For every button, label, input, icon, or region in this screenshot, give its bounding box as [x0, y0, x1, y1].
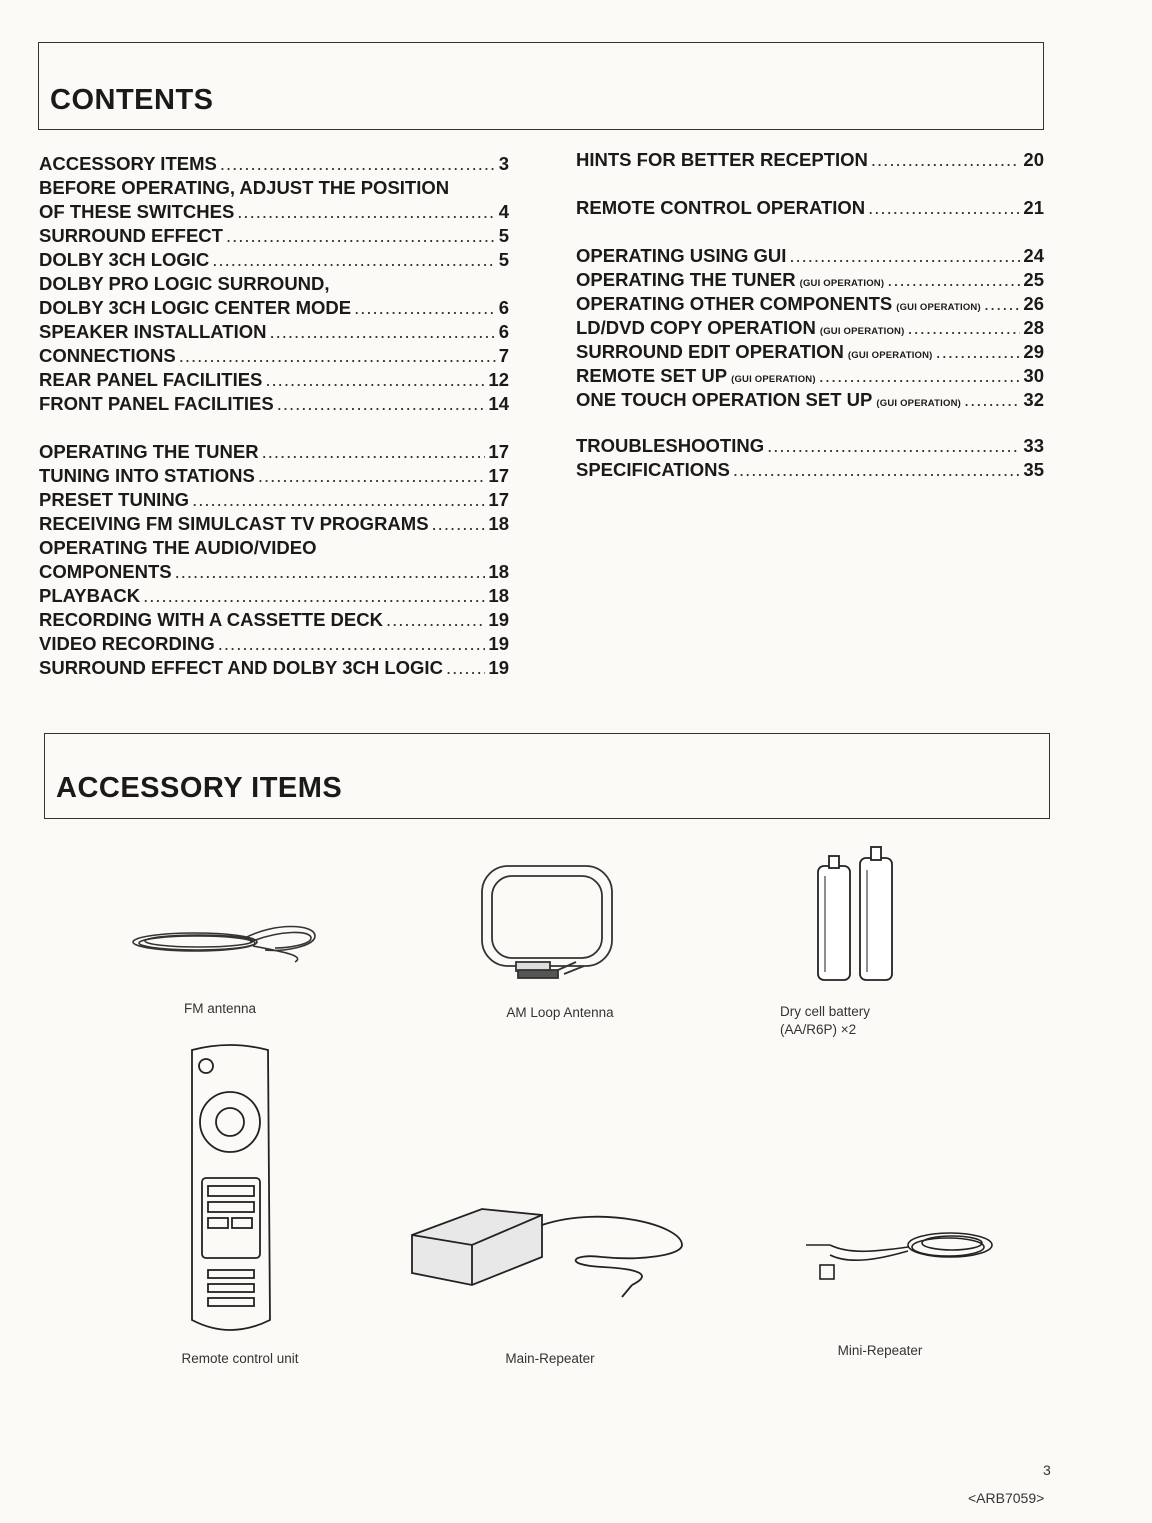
toc-entry	[39, 440, 509, 464]
toc-entry-page: 17	[488, 441, 509, 462]
toc-line	[39, 440, 509, 464]
toc-entry-title: LD/DVD COPY OPERATION	[576, 317, 816, 338]
am-loop-antenna-caption: AM Loop Antenna	[506, 1005, 614, 1020]
toc-entry-page: 35	[1023, 459, 1044, 480]
toc-entry-gui-tag: (GUI OPERATION)	[847, 350, 933, 361]
fm-antenna-caption: FM antenna	[183, 1001, 257, 1016]
am-loop-antenna-icon	[474, 858, 624, 988]
toc-entry-title: SURROUND EFFECT	[39, 225, 223, 246]
toc-entry-title: REMOTE SET UP	[576, 365, 728, 386]
toc-line	[39, 272, 509, 296]
toc-leader-dots	[446, 656, 485, 680]
toc-entry	[39, 608, 509, 632]
battery-caption-line2: (AA/R6P) ×2	[780, 1022, 857, 1037]
toc-entry-title: OPERATING OTHER COMPONENTS	[576, 293, 893, 314]
toc-leader-dots	[868, 196, 1020, 220]
toc-entry-title: DOLBY PRO LOGIC SURROUND,	[39, 273, 330, 294]
toc-entry-page: 3	[498, 153, 509, 174]
toc-entry-page: 29	[1023, 341, 1044, 362]
toc-line	[576, 364, 1044, 388]
toc-leader-dots	[432, 512, 486, 536]
toc-line	[39, 368, 509, 392]
toc-line	[39, 584, 509, 608]
toc-entry-gui-tag: (GUI OPERATION)	[799, 278, 885, 289]
toc-leader-dots	[277, 392, 486, 416]
toc-entry	[39, 272, 509, 320]
toc-entry-title: OF THESE SWITCHES	[39, 201, 235, 222]
toc-leader-dots	[212, 248, 495, 272]
toc-line	[39, 152, 509, 176]
mini-repeater-caption: Mini-Repeater	[837, 1343, 923, 1358]
toc-line	[576, 268, 1044, 292]
toc-line	[576, 458, 1044, 482]
toc-line	[39, 392, 509, 416]
toc-leader-dots	[733, 458, 1021, 482]
toc-left-column	[39, 0, 509, 700]
toc-entry-page: 19	[488, 609, 509, 630]
toc-entry-title: BEFORE OPERATING, ADJUST THE POSITION	[39, 177, 450, 198]
toc-entry	[39, 176, 509, 224]
toc-entry-title: ONE TOUCH OPERATION SET UP	[576, 389, 873, 410]
toc-entry	[576, 148, 1044, 172]
toc-entry-page: 24	[1023, 245, 1044, 266]
toc-line	[39, 344, 509, 368]
toc-leader-dots	[767, 434, 1020, 458]
toc-line	[39, 464, 509, 488]
toc-leader-dots	[175, 560, 486, 584]
toc-entry-page: 6	[498, 321, 509, 342]
toc-line	[39, 296, 509, 320]
toc-line	[39, 656, 509, 680]
toc-leader-dots	[871, 148, 1021, 172]
toc-leader-dots	[964, 388, 1020, 412]
toc-entry-title: OPERATING THE TUNER	[39, 441, 259, 462]
toc-entry-page: 19	[488, 657, 509, 678]
toc-entry	[39, 488, 509, 512]
toc-entry	[576, 434, 1044, 458]
toc-entry	[39, 512, 509, 536]
toc-entry-page: 30	[1023, 365, 1044, 386]
toc-line	[576, 148, 1044, 172]
toc-entry-title: DOLBY 3CH LOGIC	[39, 249, 210, 270]
toc-entry-title: COMPONENTS	[39, 561, 172, 582]
toc-entry-page: 14	[488, 393, 509, 414]
toc-entry	[39, 344, 509, 368]
toc-line	[39, 608, 509, 632]
toc-entry-gui-tag: (GUI OPERATION)	[819, 326, 905, 337]
toc-leader-dots	[789, 244, 1020, 268]
toc-entry-page: 12	[488, 369, 509, 390]
battery-caption-line1: Dry cell battery	[780, 1004, 871, 1019]
toc-entry-title: HINTS FOR BETTER RECEPTION	[576, 149, 868, 170]
toc-leader-dots	[192, 488, 485, 512]
toc-entry	[576, 458, 1044, 482]
toc-line	[39, 224, 509, 248]
accessory-title: ACCESSORY ITEMS	[56, 772, 343, 804]
toc-entry-page: 5	[498, 225, 509, 246]
toc-entry	[576, 292, 1044, 316]
toc-entry-gui-tag: (GUI OPERATION)	[876, 398, 962, 409]
toc-entry-title: RECORDING WITH A CASSETTE DECK	[39, 609, 383, 630]
remote-control-icon	[180, 1040, 280, 1340]
toc-entry-title: CONNECTIONS	[39, 345, 176, 366]
main-repeater-caption: Main-Repeater	[505, 1351, 595, 1366]
toc-line	[576, 244, 1044, 268]
toc-entry-page: 28	[1023, 317, 1044, 338]
toc-entry-title: PLAYBACK	[39, 585, 141, 606]
toc-entry	[39, 536, 509, 584]
toc-leader-dots	[218, 632, 486, 656]
toc-leader-dots	[220, 152, 496, 176]
toc-entry-page: 32	[1023, 389, 1044, 410]
toc-line	[39, 560, 509, 584]
toc-entry-page: 18	[488, 513, 509, 534]
toc-line	[576, 340, 1044, 364]
toc-entry-page: 17	[488, 489, 509, 510]
toc-entry-page: 17	[488, 465, 509, 486]
toc-line	[39, 488, 509, 512]
toc-entry	[576, 244, 1044, 268]
toc-leader-dots	[143, 584, 485, 608]
toc-entry	[39, 392, 509, 416]
toc-entry-gui-tag: (GUI OPERATION)	[731, 374, 816, 385]
battery-icon	[808, 842, 908, 984]
toc-entry-title: VIDEO RECORDING	[39, 633, 215, 654]
toc-entry	[39, 464, 509, 488]
toc-entry-title: REMOTE CONTROL OPERATION	[576, 197, 866, 218]
toc-entry-page: 19	[488, 633, 509, 654]
toc-entry-title: PRESET TUNING	[39, 489, 190, 510]
toc-leader-dots	[984, 292, 1021, 316]
battery-caption	[780, 1003, 950, 1039]
toc-entry-page: 20	[1023, 149, 1044, 170]
toc-line	[576, 434, 1044, 458]
contents-title: CONTENTS	[50, 84, 214, 116]
toc-leader-dots	[354, 296, 496, 320]
toc-entry	[576, 388, 1044, 412]
toc-entry-title: SPECIFICATIONS	[576, 459, 730, 480]
toc-entry	[39, 320, 509, 344]
toc-entry	[39, 656, 509, 680]
toc-entry-title: SURROUND EDIT OPERATION	[576, 341, 844, 362]
toc-line	[39, 200, 509, 224]
toc-line	[39, 536, 509, 560]
toc-entry-page: 4	[498, 201, 509, 222]
toc-leader-dots	[179, 344, 496, 368]
toc-leader-dots	[237, 200, 495, 224]
toc-entry-page: 33	[1023, 435, 1044, 456]
toc-leader-dots	[887, 268, 1020, 292]
toc-leader-dots	[936, 340, 1021, 364]
toc-entry-page: 7	[498, 345, 509, 366]
toc-entry-gui-tag: (GUI OPERATION)	[896, 302, 981, 313]
fm-antenna-icon	[125, 912, 325, 972]
toc-entry-page: 26	[1023, 293, 1044, 314]
toc-line	[39, 512, 509, 536]
toc-entry	[576, 316, 1044, 340]
toc-line	[576, 292, 1044, 316]
toc-entry	[576, 364, 1044, 388]
toc-entry-title: RECEIVING FM SIMULCAST TV PROGRAMS	[39, 513, 429, 534]
toc-line	[39, 632, 509, 656]
toc-entry	[576, 340, 1044, 364]
toc-entry-title: TROUBLESHOOTING	[576, 435, 765, 456]
toc-entry	[39, 248, 509, 272]
toc-entry-title: TUNING INTO STATIONS	[39, 465, 255, 486]
toc-entry	[576, 268, 1044, 292]
toc-entry	[39, 368, 509, 392]
toc-entry-title: DOLBY 3CH LOGIC CENTER MODE	[39, 297, 352, 318]
toc-entry-title: OPERATING THE AUDIO/VIDEO	[39, 537, 317, 558]
toc-entry	[39, 152, 509, 176]
toc-entry	[39, 224, 509, 248]
toc-leader-dots	[269, 320, 495, 344]
page-number: 3	[1043, 1462, 1051, 1478]
toc-entry-title: SPEAKER INSTALLATION	[39, 321, 267, 342]
toc-entry-title: ACCESSORY ITEMS	[39, 153, 217, 174]
toc-leader-dots	[262, 440, 486, 464]
toc-entry-title: OPERATING USING GUI	[576, 245, 787, 266]
toc-leader-dots	[386, 608, 485, 632]
toc-line	[576, 316, 1044, 340]
toc-line	[39, 176, 509, 200]
toc-entry-title: REAR PANEL FACILITIES	[39, 369, 263, 390]
toc-leader-dots	[907, 316, 1020, 340]
toc-entry-page: 5	[498, 249, 509, 270]
toc-entry-page: 6	[498, 297, 509, 318]
toc-entry-title: FRONT PANEL FACILITIES	[39, 393, 274, 414]
toc-line	[39, 320, 509, 344]
toc-entry-page: 21	[1023, 197, 1044, 218]
toc-entry-title: SURROUND EFFECT AND DOLBY 3CH LOGIC	[39, 657, 443, 678]
toc-entry-title: OPERATING THE TUNER	[576, 269, 796, 290]
toc-entry-page: 18	[488, 585, 509, 606]
toc-line	[576, 196, 1044, 220]
toc-leader-dots	[265, 368, 485, 392]
mini-repeater-icon	[800, 1215, 1000, 1295]
toc-entry	[39, 632, 509, 656]
toc-leader-dots	[819, 364, 1021, 388]
toc-line	[39, 248, 509, 272]
document-code: <ARB7059>	[968, 1490, 1045, 1506]
remote-control-caption: Remote control unit	[181, 1351, 299, 1366]
main-repeater-icon	[402, 1195, 702, 1305]
toc-leader-dots	[226, 224, 496, 248]
toc-right-column	[576, 0, 1044, 500]
toc-entry	[39, 584, 509, 608]
toc-leader-dots	[258, 464, 486, 488]
toc-entry-page: 18	[488, 561, 509, 582]
toc-line	[576, 388, 1044, 412]
toc-entry-page: 25	[1023, 269, 1044, 290]
toc-entry	[576, 196, 1044, 220]
